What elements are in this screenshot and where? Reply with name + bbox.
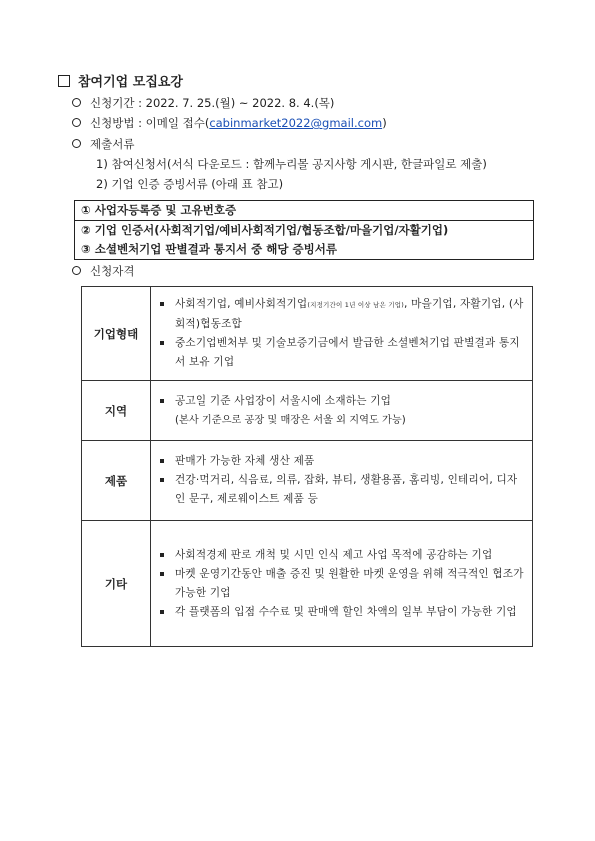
list-item: 중소기업벤처부 및 기술보증기금에서 발급한 소셜벤처기업 판별결과 통지서 보유 기업: [157, 334, 524, 372]
eligibility-table: [81, 286, 533, 647]
list-item: 사회적경제 판로 개척 및 시민 인식 제고 사업 목적에 공감하는 기업: [157, 546, 524, 565]
period-line: [72, 95, 334, 111]
cert-item-2: ② 기업 인증서(사회적기업/예비사회적기업/협동조합/마을기업/자활기업): [81, 223, 449, 237]
method-prefix: 신청방법 : 이메일 접수(: [90, 116, 210, 130]
list-item: 사회적기업, 예비사회적기업(지정기간이 1년 이상 남은 기업), 마을기업, 자활기업, (사회적)협동조합: [157, 295, 524, 334]
row-content: [151, 441, 533, 521]
eligibility-line: [72, 263, 134, 279]
list-item: 공고일 기준 사업장이 서울시에 소재하는 기업: [157, 392, 524, 411]
method-line: [72, 115, 387, 131]
cert-item-1: ① 사업자등록증 및 고유번호증: [75, 201, 533, 221]
documents-line: [72, 136, 134, 152]
certificate-box: [74, 200, 534, 260]
row-header: 지역: [82, 381, 151, 441]
circle-bullet-icon: [72, 118, 81, 127]
circle-bullet-icon: [72, 98, 81, 107]
table-row: [82, 381, 533, 441]
circle-bullet-icon: [72, 266, 81, 275]
list-item: 건강·먹거리, 식음료, 의류, 잡화, 뷰티, 생활용품, 홈리빙, 인테리어, 디자인 문구, 제로웨이스트 제품 등: [157, 471, 524, 509]
section-heading: [58, 71, 183, 90]
table-row: [82, 441, 533, 521]
method-suffix: ): [382, 116, 387, 130]
row-content: [151, 381, 533, 441]
list-item: 마켓 운영기간동안 매출 증진 및 원활한 마켓 운영을 위해 적극적인 협조가 가능한 기업: [157, 565, 524, 603]
section-title: 참여기업 모집요강: [78, 75, 183, 90]
row-content: [151, 287, 533, 381]
row-content: [151, 521, 533, 647]
table-row: [82, 521, 533, 647]
row-note: (본사 기준으로 공장 및 매장은 서울 외 지역도 가능): [175, 414, 406, 426]
list-item: 판매가 가능한 자체 생산 제품: [157, 452, 524, 471]
row-header: 기타: [82, 521, 151, 647]
table-row: [82, 287, 533, 381]
square-bullet-icon: [58, 75, 70, 87]
email-link[interactable]: cabinmarket2022@gmail.com: [209, 116, 383, 130]
row-header: 기업형태: [82, 287, 151, 381]
documents-item-2: 2) 기업 인증 증빙서류 (아래 표 참고): [96, 177, 284, 191]
row-header: 제품: [82, 441, 151, 521]
eligibility-label: 신청자격: [90, 264, 135, 278]
period-text: 신청기간 : 2022. 7. 25.(월) ~ 2022. 8. 4.(목): [90, 96, 335, 110]
cert-item-3: ③ 소셜벤처기업 판별결과 통지서 중 해당 증빙서류: [81, 242, 337, 256]
list-item: 각 플랫폼의 입점 수수료 및 판매액 할인 차액의 일부 부담이 가능한 기업: [157, 603, 524, 622]
circle-bullet-icon: [72, 139, 81, 148]
documents-label: 제출서류: [90, 137, 135, 151]
documents-item-1: 1) 참여신청서(서식 다운로드 : 함께누리몰 공지사항 게시판, 한글파일로 제출): [96, 157, 487, 171]
